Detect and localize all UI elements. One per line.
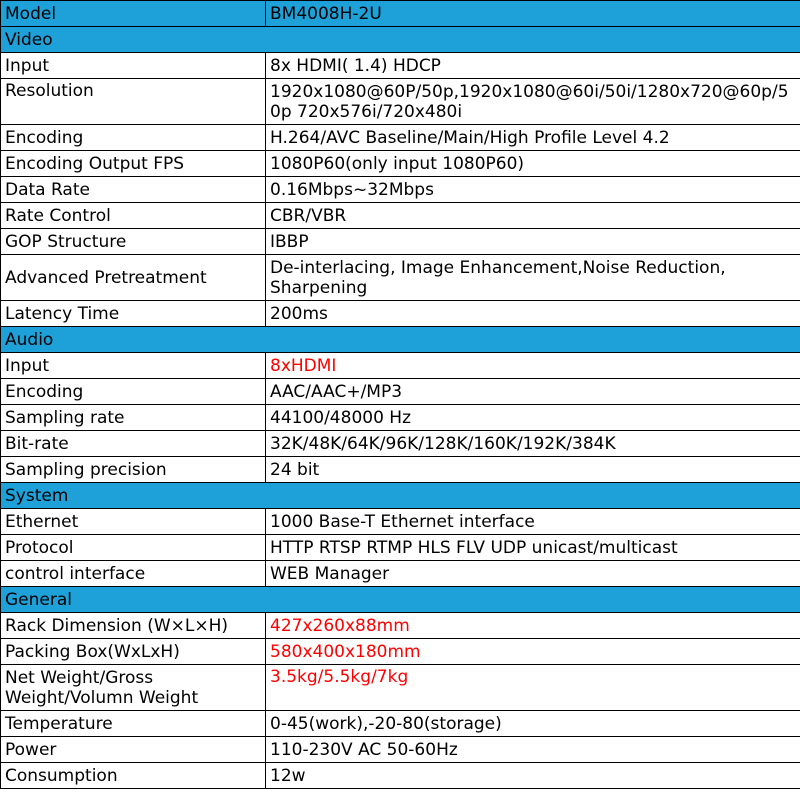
model-label: Model — [1, 1, 266, 27]
section-header-general — [1, 587, 800, 613]
section-title-video: Video — [1, 27, 800, 53]
spec-label: Resolution — [1, 79, 266, 125]
spec-value: 0.16Mbps~32Mbps — [266, 177, 800, 203]
spec-value: 32K/48K/64K/96K/128K/160K/192K/384K — [266, 431, 800, 457]
spec-label: Advanced Pretreatment — [1, 255, 266, 301]
spec-row-packing-box — [1, 639, 800, 665]
spec-value: 1920x1080@60P/50p,1920x1080@60i/50i/1280x720@60p/50p 720x576i/720x480i — [266, 79, 800, 125]
spec-row-consumption — [1, 763, 800, 789]
spec-row-sampling-rate — [1, 405, 800, 431]
spec-label: Packing Box(WxLxH) — [1, 639, 266, 665]
spec-label: GOP Structure — [1, 229, 266, 255]
spec-label: Power — [1, 737, 266, 763]
spec-label: Encoding Output FPS — [1, 151, 266, 177]
spec-row-advanced-pretreatment — [1, 255, 800, 301]
spec-row-weight — [1, 665, 800, 711]
spec-label: Net Weight/Gross Weight/Volumn Weight — [1, 665, 266, 711]
spec-value-highlight: 427x260x88mm — [266, 613, 800, 639]
section-title-audio: Audio — [1, 327, 800, 353]
spec-value: IBBP — [266, 229, 800, 255]
spec-label: Consumption — [1, 763, 266, 789]
spec-label: Rate Control — [1, 203, 266, 229]
spec-row-video-encoding — [1, 125, 800, 151]
spec-value: 1080P60(only input 1080P60) — [266, 151, 800, 177]
spec-label: Input — [1, 53, 266, 79]
spec-value-highlight: 8xHDMI — [266, 353, 800, 379]
spec-label: Ethernet — [1, 509, 266, 535]
spec-row-power — [1, 737, 800, 763]
spec-row-ethernet — [1, 509, 800, 535]
spec-row-rate-control — [1, 203, 800, 229]
section-title-general: General — [1, 587, 800, 613]
section-header-video — [1, 27, 800, 53]
spec-value-highlight: 580x400x180mm — [266, 639, 800, 665]
spec-value: De-interlacing, Image Enhancement,Noise Reduction, Sharpening — [266, 255, 800, 301]
section-header-audio — [1, 327, 800, 353]
section-header-system — [1, 483, 800, 509]
spec-label: Bit-rate — [1, 431, 266, 457]
spec-row-audio-encoding — [1, 379, 800, 405]
spec-value-highlight: 3.5kg/5.5kg/7kg — [266, 665, 800, 711]
spec-value: 200ms — [266, 301, 800, 327]
spec-label: Encoding — [1, 125, 266, 151]
spec-row-rack-dimension — [1, 613, 800, 639]
spec-row-video-input — [1, 53, 800, 79]
spec-label: Protocol — [1, 535, 266, 561]
spec-row-control-interface — [1, 561, 800, 587]
spec-row-resolution — [1, 79, 800, 125]
spec-label: Sampling rate — [1, 405, 266, 431]
spec-row-temperature — [1, 711, 800, 737]
spec-value: WEB Manager — [266, 561, 800, 587]
spec-row-bit-rate — [1, 431, 800, 457]
spec-row-encoding-output-fps — [1, 151, 800, 177]
spec-value: 8x HDMI( 1.4) HDCP — [266, 53, 800, 79]
model-row — [1, 1, 800, 27]
model-value: BM4008H-2U — [266, 1, 800, 27]
spec-value: HTTP RTSP RTMP HLS FLV UDP unicast/multicast — [266, 535, 800, 561]
spec-row-audio-input — [1, 353, 800, 379]
spec-label: Latency Time — [1, 301, 266, 327]
spec-row-latency-time — [1, 301, 800, 327]
spec-value: H.264/AVC Baseline/Main/High Profile Level 4.2 — [266, 125, 800, 151]
spec-label: Sampling precision — [1, 457, 266, 483]
spec-label: Data Rate — [1, 177, 266, 203]
spec-label: Rack Dimension (W×L×H) — [1, 613, 266, 639]
spec-row-sampling-precision — [1, 457, 800, 483]
spec-row-data-rate — [1, 177, 800, 203]
spec-value: 1000 Base-T Ethernet interface — [266, 509, 800, 535]
spec-value: 12w — [266, 763, 800, 789]
spec-row-protocol — [1, 535, 800, 561]
spec-row-gop-structure — [1, 229, 800, 255]
spec-value: 24 bit — [266, 457, 800, 483]
spec-label: Encoding — [1, 379, 266, 405]
spec-value: CBR/VBR — [266, 203, 800, 229]
spec-value: AAC/AAC+/MP3 — [266, 379, 800, 405]
spec-label: Temperature — [1, 711, 266, 737]
spec-value: 44100/48000 Hz — [266, 405, 800, 431]
spec-label: control interface — [1, 561, 266, 587]
section-title-system: System — [1, 483, 800, 509]
spec-value: 110-230V AC 50-60Hz — [266, 737, 800, 763]
spec-value: 0-45(work),-20-80(storage) — [266, 711, 800, 737]
spec-label: Input — [1, 353, 266, 379]
